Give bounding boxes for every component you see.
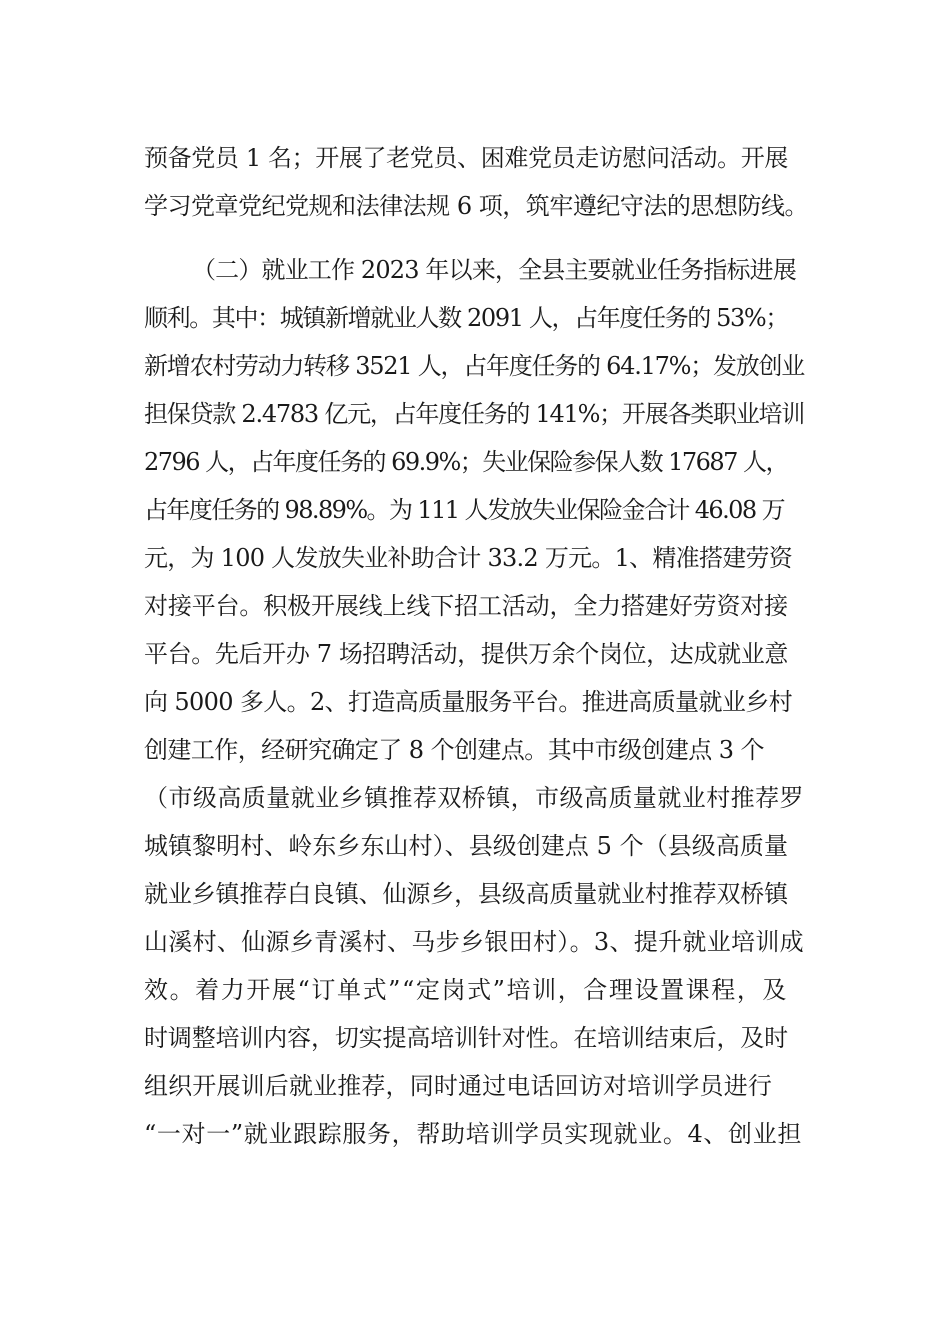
text-line-18: 效。着力开展“订单式”“定岗式”培训，合理设置课程，及 [144, 976, 788, 1004]
text-line-12: 向 5000 多人。2、打造高质量服务平台。推进高质量就业乡村 [144, 688, 792, 716]
text-line-20: 组织开展训后就业推荐，同时通过电话回访对培训学员进行 [144, 1072, 772, 1100]
text-line-4: 顺利。其中：城镇新增就业人数 2091 人，占年度任务的 53%； [144, 304, 788, 332]
section-heading-employment: （二）就业工作 2023 年以来，全县主要就业任务指标进展 [192, 256, 796, 284]
text-line-6: 担保贷款 2.4783 亿元，占年度任务的 141%；开展各类职业培训 [144, 400, 804, 428]
text-line-13: 创建工作，经研究确定了 8 个创建点。其中市级创建点 3 个 [144, 736, 764, 764]
text-line-2: 学习党章党纪党规和法律法规 6 项，筑牢遵纪守法的思想防线。 [144, 192, 808, 220]
text-line-16: 就业乡镇推荐白良镇、仙源乡，县级高质量就业村推荐双桥镇 [144, 880, 788, 908]
text-line-9: 元，为 100 人发放失业补助合计 33.2 万元。1、精准搭建劳资 [144, 544, 792, 572]
text-line-7: 2796 人，占年度任务的 69.9%；失业保险参保人数 17687 人， [144, 448, 788, 476]
text-line-19: 时调整培训内容，切实提高培训针对性。在培训结束后，及时 [144, 1024, 788, 1052]
text-line-17: 山溪村、仙源乡青溪村、马步乡银田村）。3、提升就业培训成 [144, 928, 804, 956]
text-line-11: 平台。先后开办 7 场招聘活动，提供万余个岗位，达成就业意 [144, 640, 788, 668]
text-line-10: 对接平台。积极开展线上线下招工活动，全力搭建好劳资对接 [144, 592, 788, 620]
text-line-8: 占年度任务的 98.89%。为 111 人发放失业保险金合计 46.08 万 [144, 496, 784, 524]
text-line-14: （市级高质量就业乡镇推荐双桥镇，市级高质量就业村推荐罗 [144, 784, 804, 812]
text-line-5: 新增农村劳动力转移 3521 人，占年度任务的 64.17%；发放创业 [144, 352, 804, 380]
text-line-15: 城镇黎明村、岭东乡东山村）、县级创建点 5 个（县级高质量 [144, 832, 788, 860]
text-line-1: 预备党员 1 名；开展了老党员、困难党员走访慰问活动。开展 [144, 144, 788, 172]
text-line-21: “一对一”就业跟踪服务，帮助培训学员实现就业。4、创业担 [144, 1120, 802, 1148]
